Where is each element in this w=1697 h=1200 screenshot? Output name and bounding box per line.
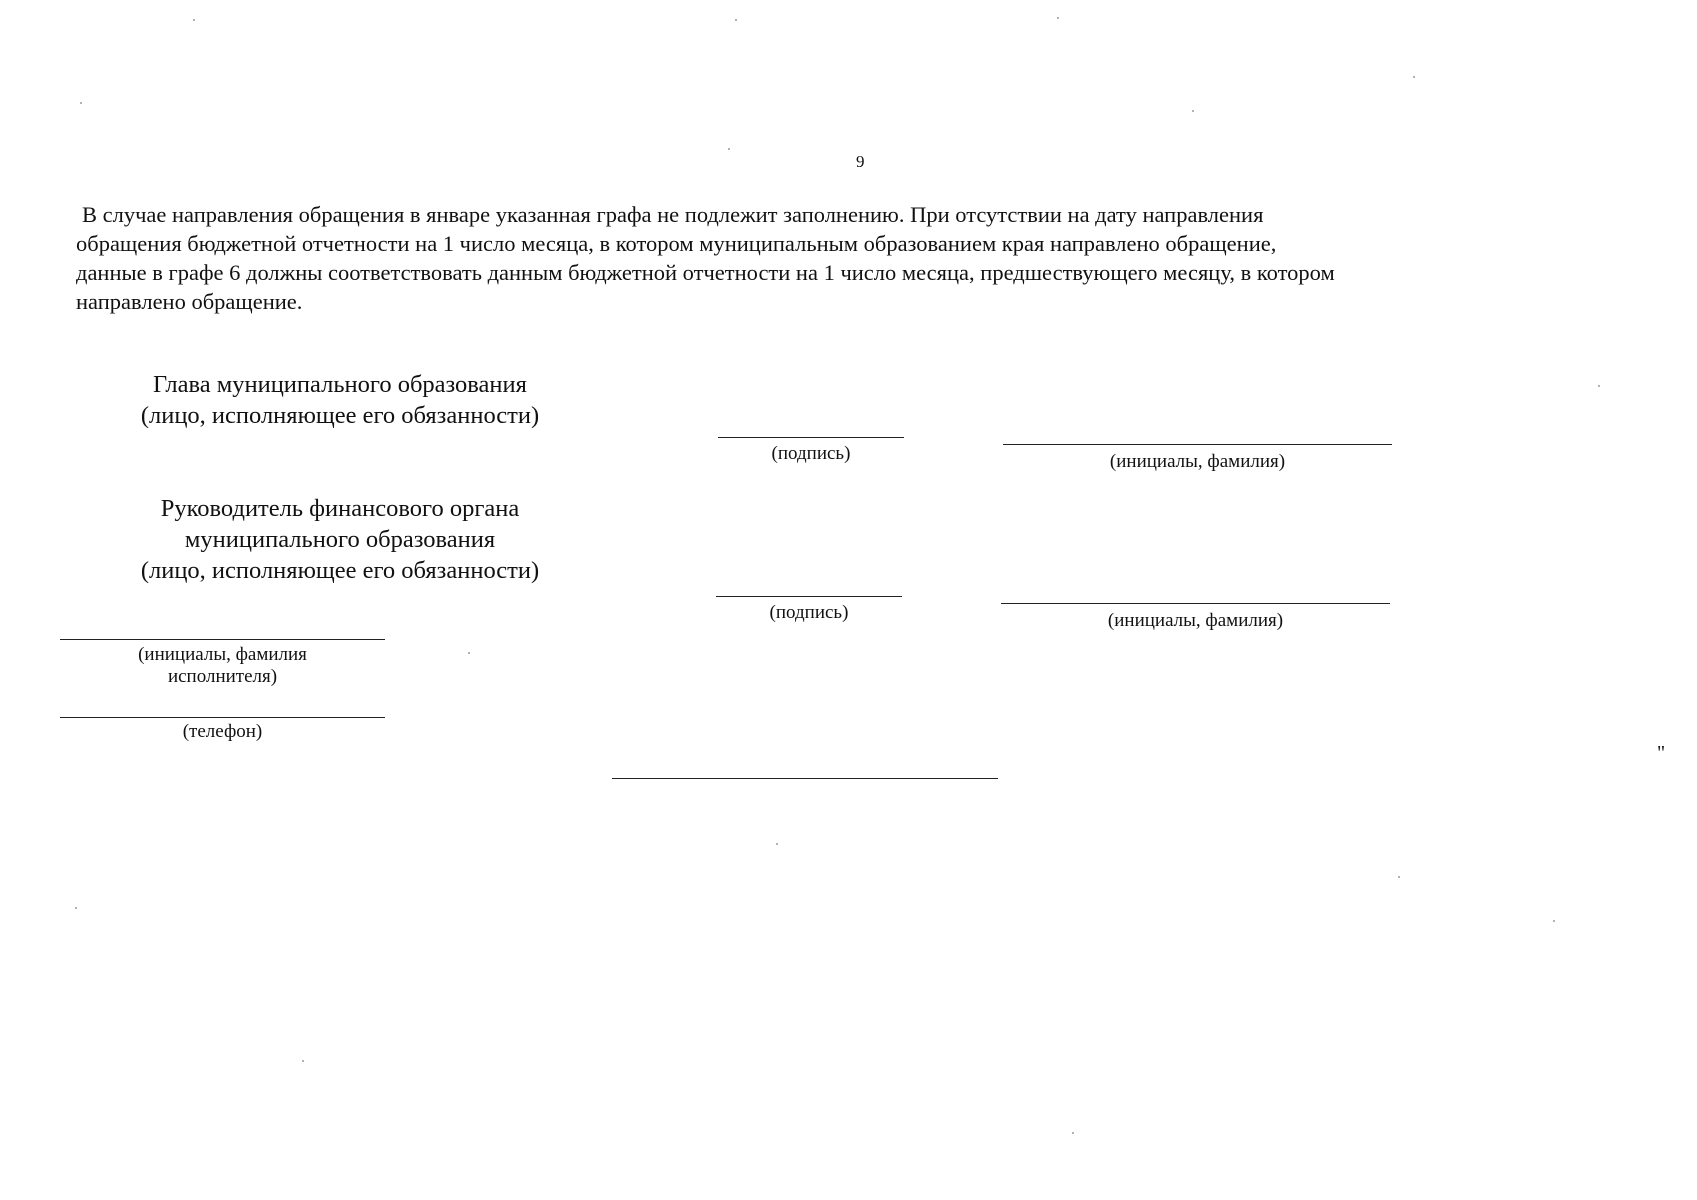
footnote-text xyxy=(76,200,1676,316)
scan-speck xyxy=(468,652,470,654)
head-name-caption: (инициалы, фамилия) xyxy=(1109,451,1286,472)
finance-name-caption: (инициалы, фамилия) xyxy=(1107,610,1284,631)
head-name-line xyxy=(1003,444,1392,445)
title-line: Глава муниципального образования xyxy=(153,371,527,398)
head-signatory-title xyxy=(95,369,585,431)
scan-speck xyxy=(1413,76,1415,78)
finance-name-line xyxy=(1001,603,1390,604)
scan-speck xyxy=(728,148,730,150)
head-signature-caption: (подпись) xyxy=(771,443,851,464)
scan-speck xyxy=(776,843,778,845)
caption-line: исполнителя) xyxy=(167,666,278,687)
finance-signatory-title xyxy=(95,493,585,586)
footnote-line: В случае направления обращения в январе указанная графа не подлежит заполнению. При отсутствии на дату направления xyxy=(82,202,1264,227)
scan-speck xyxy=(1598,385,1600,387)
closing-quote: " xyxy=(1657,742,1666,764)
blank-line xyxy=(612,778,998,779)
caption-line: (инициалы, фамилия xyxy=(138,644,307,665)
scan-speck xyxy=(1192,110,1194,112)
scan-speck xyxy=(1057,17,1059,19)
scan-speck xyxy=(80,102,82,104)
scan-speck xyxy=(1072,1132,1074,1134)
footnote-line: направлено обращение. xyxy=(76,289,303,314)
scan-speck xyxy=(75,907,77,909)
executor-name-line xyxy=(60,639,385,640)
scan-speck xyxy=(193,19,195,21)
title-line: Руководитель финансового органа xyxy=(160,495,520,522)
title-line: муниципального образования xyxy=(184,526,496,553)
footnote-line: обращения бюджетной отчетности на 1 число месяца, в котором муниципальным образованием края направлено обращение, xyxy=(76,231,1277,256)
footnote-line: данные в графе 6 должны соответствовать данным бюджетной отчетности на 1 число месяца, предшествующего месяцу, в котором xyxy=(76,260,1335,285)
title-line: (лицо, исполняющее его обязанности) xyxy=(140,557,540,584)
title-line: (лицо, исполняющее его обязанности) xyxy=(140,402,540,429)
head-signature-line xyxy=(718,437,904,438)
executor-name-caption xyxy=(90,644,355,688)
scan-speck xyxy=(302,1060,304,1062)
scan-speck xyxy=(735,19,737,21)
scan-speck xyxy=(1398,876,1400,878)
finance-signature-caption: (подпись) xyxy=(769,602,849,623)
executor-phone-caption: (телефон) xyxy=(182,721,263,742)
executor-phone-line xyxy=(60,717,385,718)
finance-signature-line xyxy=(716,596,902,597)
page-number: 9 xyxy=(856,152,865,171)
scan-speck xyxy=(1553,920,1555,922)
